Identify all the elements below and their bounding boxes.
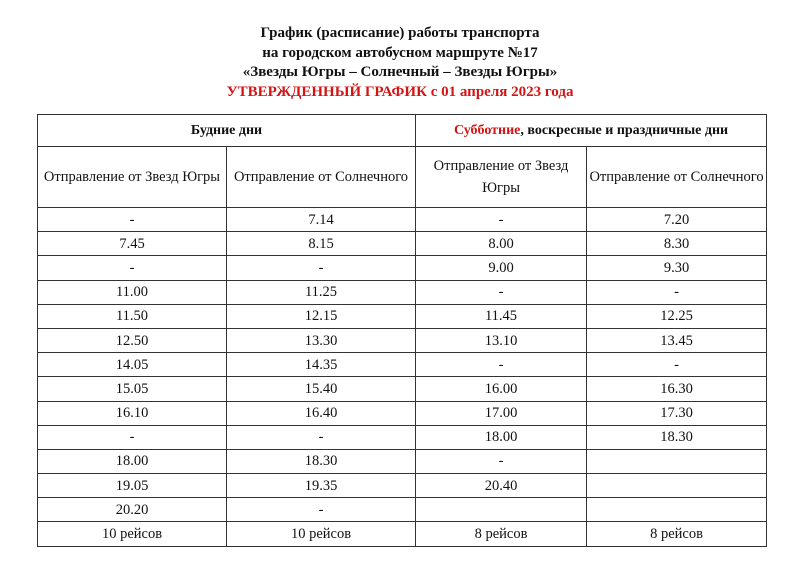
- group-header-row: [38, 115, 767, 147]
- column-header: Отправление от Солнечного: [227, 147, 416, 208]
- weekend-title-rest: , воскресные и праздничные дни: [520, 122, 729, 138]
- table-row: [38, 232, 767, 256]
- table-cell: -: [416, 449, 587, 473]
- header-title-line1: График (расписание) работы транспорта: [260, 25, 540, 41]
- table-row: [38, 304, 767, 328]
- table-cell: 13.45: [587, 328, 767, 352]
- table-cell: 8.30: [587, 232, 767, 256]
- table-cell: -: [227, 498, 416, 522]
- header-approved-date: УТВЕРЖДЕННЫЙ ГРАФИК с 01 апреля 2023 года: [226, 83, 574, 100]
- table-cell: 15.40: [227, 377, 416, 401]
- table-cell: 16.00: [416, 377, 587, 401]
- table-cell: -: [38, 256, 227, 280]
- table-row: [38, 401, 767, 425]
- table-cell: 9.00: [416, 256, 587, 280]
- table-row: [38, 280, 767, 304]
- table-cell: 19.05: [38, 474, 227, 498]
- column-header: Отправление от Звезд Югры: [416, 147, 587, 208]
- table-cell: 17.30: [587, 401, 767, 425]
- table-row: [38, 208, 767, 232]
- table-row: [38, 328, 767, 352]
- table-cell: 18.30: [227, 449, 416, 473]
- table-cell: -: [587, 353, 767, 377]
- table-cell: [587, 449, 767, 473]
- table-cell: 19.35: [227, 474, 416, 498]
- schedule-table: [37, 114, 767, 547]
- column-header: Отправление от Звезд Югры: [38, 147, 227, 208]
- table-row: [38, 474, 767, 498]
- table-cell: 16.40: [227, 401, 416, 425]
- weekend-title-saturday: Субботние: [453, 122, 521, 138]
- table-cell: 16.10: [38, 401, 227, 425]
- table-cell: -: [227, 425, 416, 449]
- table-cell: 13.10: [416, 328, 587, 352]
- totals-row: [38, 522, 767, 546]
- table-cell: -: [416, 353, 587, 377]
- table-cell: [416, 498, 587, 522]
- table-cell: -: [416, 208, 587, 232]
- total-trips-cell: 10 рейсов: [38, 522, 227, 546]
- weekend-group-title: [416, 115, 767, 147]
- table-cell: 7.20: [587, 208, 767, 232]
- table-cell: 9.30: [587, 256, 767, 280]
- table-row: [38, 256, 767, 280]
- total-trips-cell: 10 рейсов: [227, 522, 416, 546]
- table-cell: 20.20: [38, 498, 227, 522]
- table-cell: 14.05: [38, 353, 227, 377]
- table-row: [38, 353, 767, 377]
- table-cell: 11.45: [416, 304, 587, 328]
- column-header-row: [38, 147, 767, 208]
- table-row: [38, 377, 767, 401]
- table-cell: 11.50: [38, 304, 227, 328]
- table-cell: 13.30: [227, 328, 416, 352]
- table-cell: -: [416, 280, 587, 304]
- header-title-line2: на городском автобусном маршруте №17: [262, 44, 538, 61]
- total-trips-cell: 8 рейсов: [587, 522, 767, 546]
- table-cell: -: [38, 425, 227, 449]
- table-row: [38, 449, 767, 473]
- table-cell: -: [227, 256, 416, 280]
- table-cell: 18.00: [416, 425, 587, 449]
- table-cell: -: [587, 280, 767, 304]
- table-cell: 17.00: [416, 401, 587, 425]
- weekday-group-title: Будние дни: [38, 115, 416, 147]
- total-trips-cell: 8 рейсов: [416, 522, 587, 546]
- table-cell: 8.00: [416, 232, 587, 256]
- table-cell: 8.15: [227, 232, 416, 256]
- table-cell: 14.35: [227, 353, 416, 377]
- table-cell: 11.25: [227, 280, 416, 304]
- table-cell: [587, 498, 767, 522]
- table-cell: -: [38, 208, 227, 232]
- table-cell: 15.05: [38, 377, 227, 401]
- table-cell: 16.30: [587, 377, 767, 401]
- table-cell: 20.40: [416, 474, 587, 498]
- table-cell: 12.15: [227, 304, 416, 328]
- table-cell: 18.30: [587, 425, 767, 449]
- table-row: [38, 425, 767, 449]
- table-row: [38, 498, 767, 522]
- table-cell: 7.14: [227, 208, 416, 232]
- table-cell: 7.45: [38, 232, 227, 256]
- table-cell: 11.00: [38, 280, 227, 304]
- table-cell: [587, 474, 767, 498]
- column-header: Отправление от Солнечного: [587, 147, 767, 208]
- header-route-name: «Звезды Югры – Солнечный – Звезды Югры»: [242, 64, 558, 80]
- table-cell: 12.25: [587, 304, 767, 328]
- table-cell: 18.00: [38, 449, 227, 473]
- schedule-header: [0, 24, 800, 102]
- table-cell: 12.50: [38, 328, 227, 352]
